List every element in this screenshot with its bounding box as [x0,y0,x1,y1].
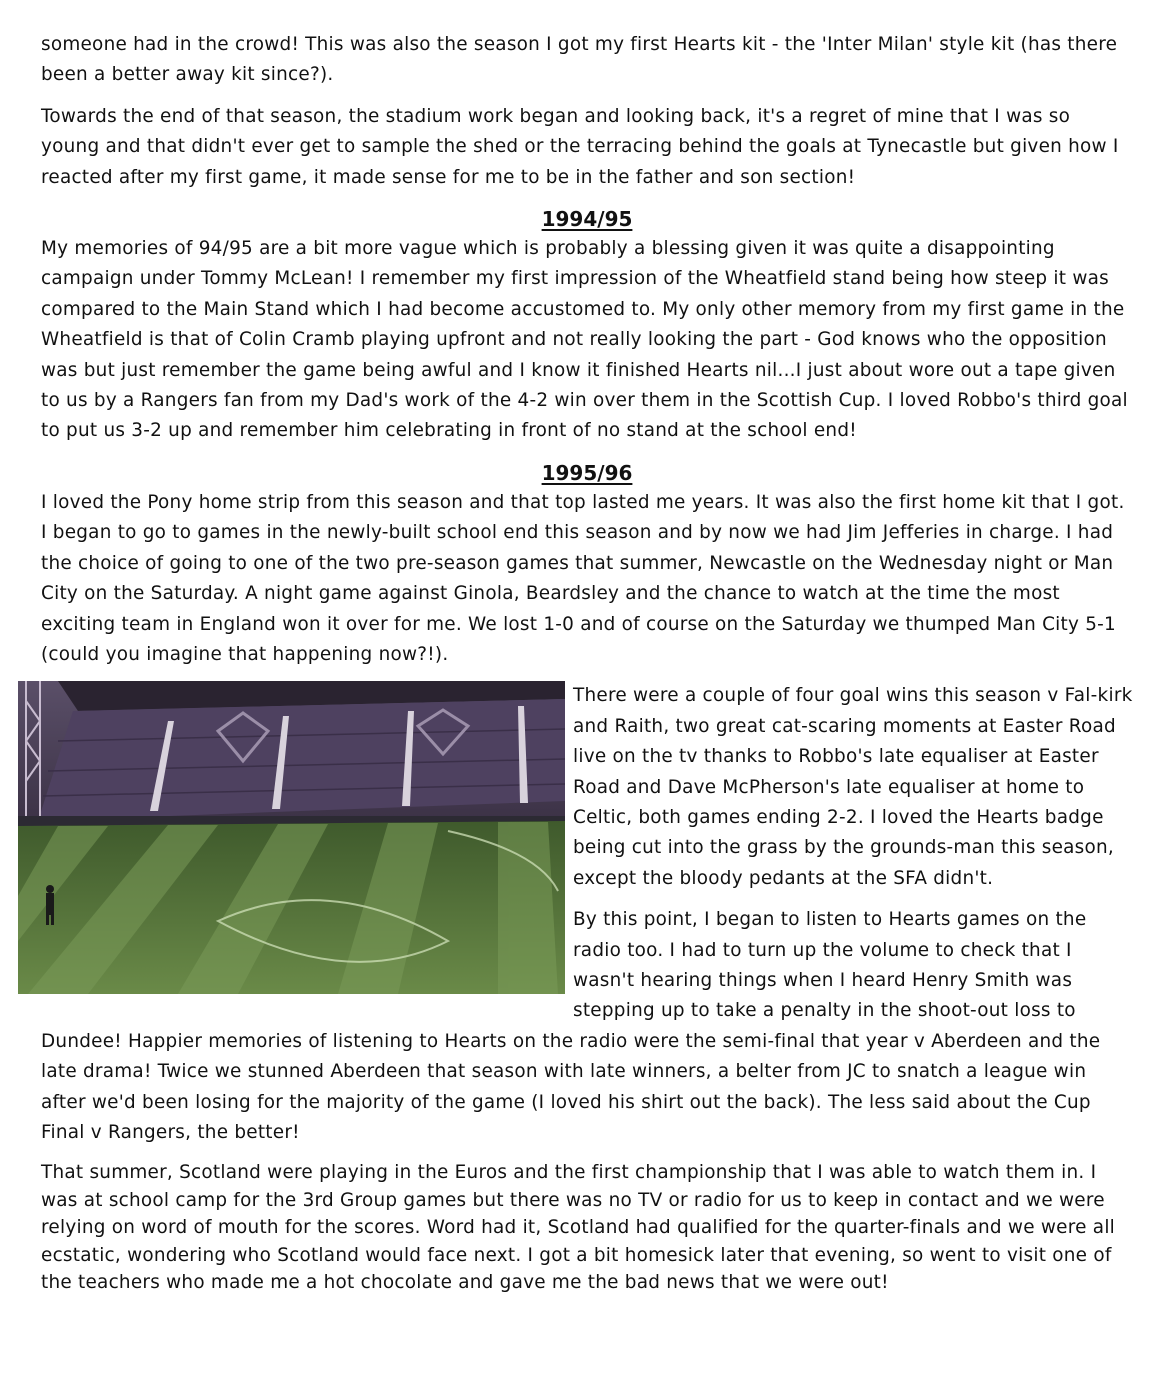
paragraph-stadium-work: Towards the end of that season, the stadium work began and looking back, it's a regret of mine that I was so young and that didn't ever get to sample the shed or the terracing behind the goals at Tynecastle but given how I reacted after my first game, it made sense for me to be in the father and son section! [41,105,1119,188]
paragraph-1994-95: My memories of 94/95 are a bit more vague which is probably a blessing given it was quite a disappointing campaign under Tommy McLean! I remember my first impression of the Wheatfield stand being how steep it was compared to the Main Stand which I had become accustomed to. My only other memory from my first game in the Wheatfield is that of Colin Cramb playing upfront and not really looking the part - God knows who the opposition was but just remember the game being awful and I know it finished Hearts nil...I just about wore out a tape given to us by a Rangers fan from my Dad's work of the 4-2 win over them in the Scottish Cup. I loved Robbo's third goal to put us 3-2 up and remember him celebrating in front of no stand at the school end! [41,238,1128,442]
stadium-photo [18,681,565,994]
stadium-photo-drawing [18,681,565,994]
heading-1995-96: 1995/96 [541,460,633,485]
paragraph-pony-strip: I loved the Pony home strip from this season and that top lasted me years. It was also the first home kit that I got. I began to go to games in the newly-built school end this season and by now we had Jim Jefferies in charge. I had the choice of going to one of the two pre-season games that summer, Newcastle on the Wednesday night or Man City on the Saturday. A night game against Ginola, Beardsley and the chance to watch at the time the most exciting team in England won it over for me. We lost 1-0 and of course on the Saturday we thumped Man City 5-1 (could you imagine that happening now?!). [41,491,1125,665]
paragraph-radio: By this point, I began to listen to Hearts games on the radio too. I had to turn up the volume to check that I wasn't hearing things when I heard Henry Smith was stepping up to take a penalty in the shoot-out loss to Dundee! Happier memories of listening to Hearts on the radio were the semi-final that year v Aberdeen and the late drama! Twice we stunned Aberdeen that season with late winners, a belter from JC to snatch a league win after we'd been losing for the majority of the game (I loved his shirt out the back). The less said about the Cup Final v Rangers, the better! [41,909,1101,1143]
paragraph-kit: someone had in the crowd! This was also the season I got my first Hearts kit - the 'Inter Milan' style kit (has there been a better away kit since?). [41,34,1118,86]
article-page [41,30,1133,1308]
paragraph-four-goal-wins: There were a couple of four goal wins this season v Fal-kirk and Raith, two great cat-scaring moments at Easter Road live on the tv thanks to Robbo's late equaliser at Easter Road and Dave McPherson's late equaliser at home to Celtic, both games ending 2-2. I loved the Hearts badge being cut into the grass by the grounds-man this season, except the bloody pedants at the SFA didn't. [573,685,1133,889]
heading-1994-95: 1994/95 [541,207,633,232]
paragraph-euros: That summer, Scotland were playing in the Euros and the first championship that I was able to watch them in. I was at school camp for the 3rd Group games but there was no TV or radio for us to keep in contact and we were relying on word of mouth for the scores. Word had it, Scotland had qualified for the quarter-finals and we were all ecstatic, wondering who Scotland would face next. I got a bit homesick later that evening, so went to visit one of the teachers who made me a hot chocolate and gave me the bad news that we were out! [41,1162,1116,1294]
